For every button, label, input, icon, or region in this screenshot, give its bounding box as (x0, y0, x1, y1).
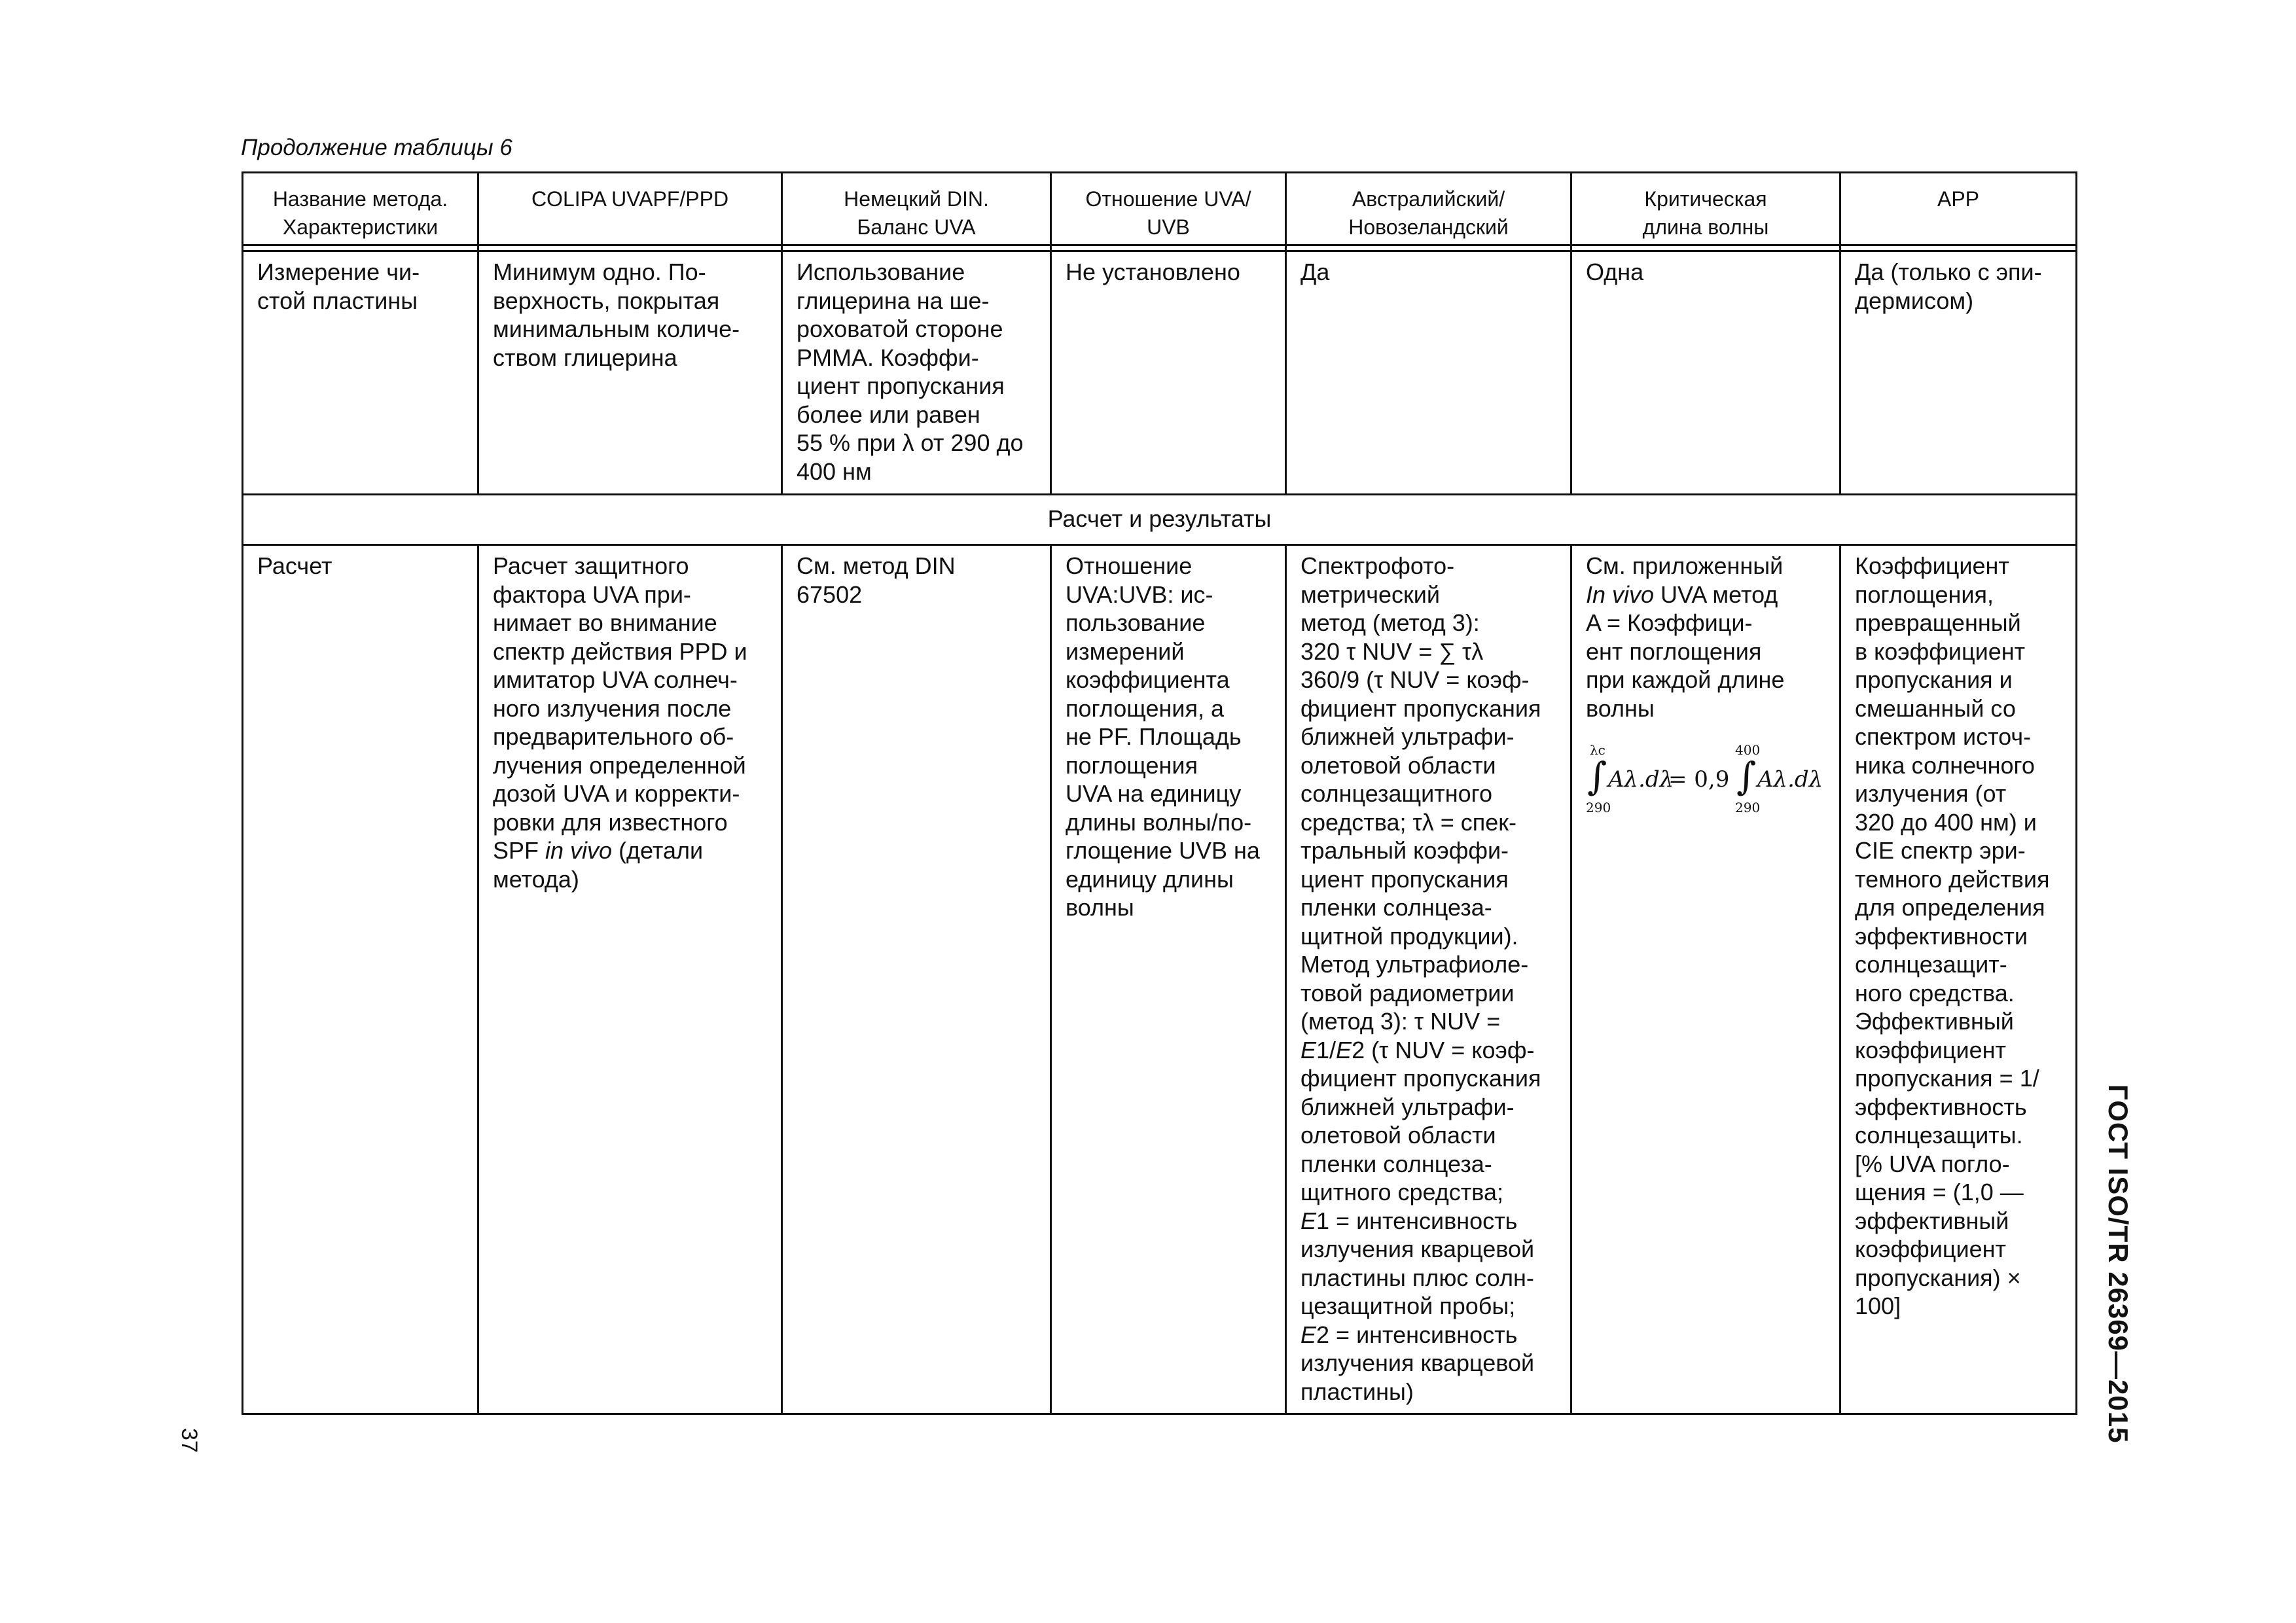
calc-din: См. метод DIN 67502 (797, 552, 956, 608)
plate-measurement-ratio: Не установлено (1066, 259, 1240, 285)
plate-measurement-australian: Да (1300, 259, 1330, 285)
plate-measurement-name: Измерение чи- стой пластины (257, 259, 420, 314)
formula-lower-limit-2: 290 (1735, 800, 1761, 815)
page-number: 37 (177, 1428, 202, 1453)
calc-colipa-text: Расчет защитного фактора UVA при- нимает во внимание спектр действия PPD и имитатор UVA солнеч- ного излучения после предварительного об- лучения определенной дозой UVA и корректи- ровки для известного SPF (493, 552, 747, 864)
plate-measurement-din: Использование глицерина на ше- роховатой стороне PMMA. Коэффи- циент пропускания более или равен 55 % при λ от 290 до 400 нм (797, 259, 1024, 485)
header-colipa: COLIPA UVAPF/PPD (531, 187, 729, 211)
header-app: APP (1937, 187, 1980, 211)
calc-australian-segment: 2 (τ NUV = коэф- фициент пропускания ближней ультрафи- олетовой области пленки солнцеза- щитного средства; (1300, 1036, 1541, 1205)
calc-app: Коэффициент поглощения, превращенный в коэффициент пропускания и смешанный со спектром источ- ника солнечного излучения (от 320 до 400 нм) и CIE спектр эри- темного действия для определения эффективности солнцезащит- ного средства. Эффективный коэффициент пропускания = 1/ эффективность солнцезащиты. [% UVA погло- щения = (1,0 — эффективный коэффициент пропускания) × 100] (1855, 552, 2050, 1319)
plate-measurement-critical: Одна (1586, 259, 1644, 285)
section-separator-top (243, 493, 2075, 495)
calc-australian-segment: E (1300, 1207, 1317, 1234)
formula-expression-2: Aλ.dλ (1757, 766, 1823, 793)
formula-expression-1: Aλ.dλ (1608, 766, 1674, 793)
header-separator-top (243, 244, 2075, 246)
critical-wavelength-formula (1586, 743, 1835, 821)
formula-integral-2: ∫ (1736, 754, 1757, 798)
formula-upper-limit-1: λc (1590, 742, 1605, 758)
calc-critical-text-end: UVA метод A = Коэффици- ент поглощения при каждой длине волны (1586, 580, 1785, 722)
plate-measurement-colipa: Минимум одно. По- верхность, покрытая минимальным количе- ством глицерина (493, 259, 740, 371)
calc-australian-segment: E (1336, 1036, 1352, 1063)
section-title-calculation-results: Расчет и результаты (1047, 505, 1272, 532)
calc-ratio: Отношение UVA:UVB: ис- пользование измерений коэффициента поглощения, а не PF. Площадь поглощения UVA на единицу длины волны/по- глощение UVB на единицу длины волны (1066, 552, 1260, 921)
calc-australian-segment: E (1300, 1321, 1317, 1348)
formula-lower-limit-1: 290 (1586, 800, 1611, 815)
plate-measurement-app: Да (только с эпи- дермисом) (1855, 259, 2042, 314)
header-australian: Австралийский/ Новозеландский (1348, 187, 1509, 239)
calc-colipa-in-vivo: in vivo (545, 837, 613, 864)
calc-australian-segment: 1/ (1316, 1036, 1336, 1063)
formula-integral-1: ∫ (1587, 754, 1607, 798)
calc-australian-segment: 1 = интенсивность излучения кварцевой пластины плюс солн- цезащитной пробы; (1300, 1207, 1535, 1319)
header-critical-wavelength: Критическая длина волны (1642, 187, 1769, 239)
header-uva-uvb-ratio: Отношение UVA/ UVB (1085, 187, 1251, 239)
calc-colipa (479, 546, 781, 1413)
calc-australian (1287, 546, 1570, 1413)
continued-table-6 (242, 171, 2077, 1415)
header-din: Немецкий DIN. Баланс UVA (844, 187, 989, 239)
formula-equals-text: = 0,9 (1668, 766, 1730, 793)
running-head-standard-number: ГОСТ ISO/TR 26369—2015 (2103, 1084, 2134, 1444)
calc-critical (1572, 546, 1839, 1413)
formula-upper-limit-2: 400 (1735, 742, 1761, 758)
calc-colipa-text-end: (детали метода) (493, 837, 704, 893)
calc-name: Расчет (257, 552, 332, 579)
formula-equals (1668, 766, 1729, 793)
calc-australian-segment: Спектрофото- метрический метод (метод 3): 320 τ NUV = ∑ τλ 360/9 (τ NUV = коэф- фициент пропускания ближней ультрафи- олетовой области солнцезащитного средства; τλ = спек- тральный коэффи- циент пропускания пленки солнцеза- щитной продукции). Метод ультрафиоле- товой радиометрии (метод 3): τ NUV = (1300, 552, 1541, 1035)
calc-australian-segment: E (1300, 1036, 1317, 1063)
calc-critical-in-vivo: In vivo (1586, 580, 1655, 608)
calc-critical-text: См. приложенный (1586, 552, 1784, 579)
table-caption: Продолжение таблицы 6 (241, 135, 512, 160)
calc-australian-segment: 2 = интенсивность излучения кварцевой пластины) (1300, 1321, 1535, 1405)
header-method-name: Название метода. Характеристики (272, 187, 448, 239)
